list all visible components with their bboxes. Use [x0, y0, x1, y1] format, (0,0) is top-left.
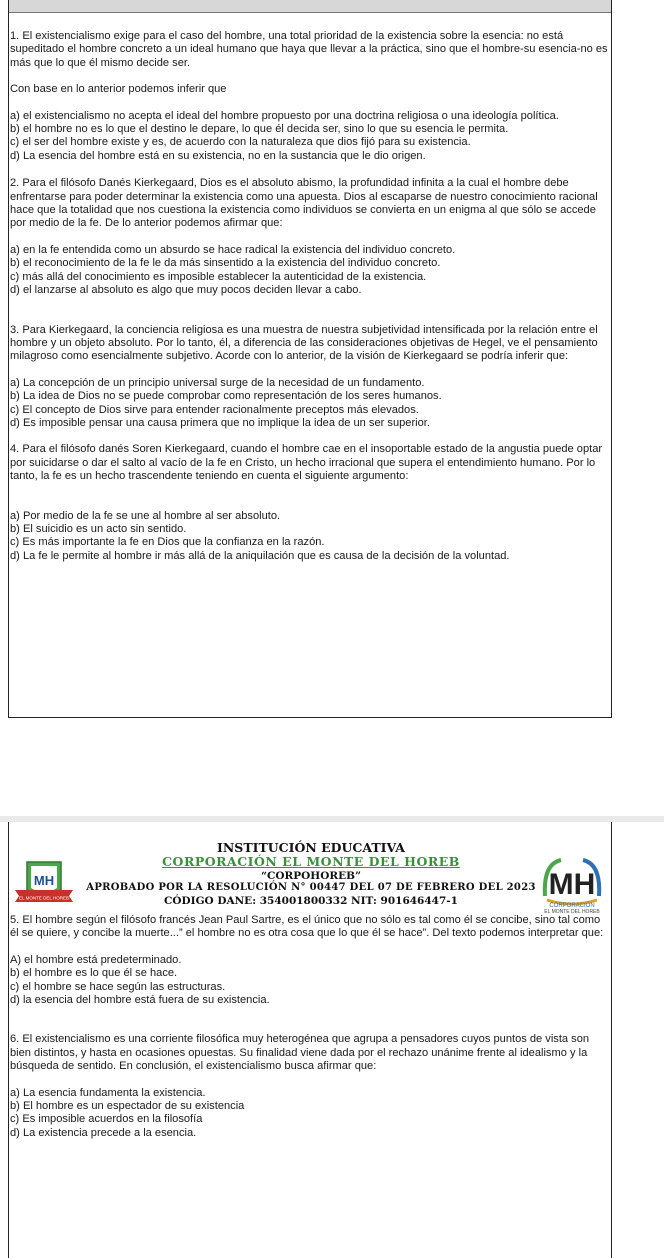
question-3-option-b: b) La idea de Dios no se puede comprobar como representación de los seres humanos. — [10, 390, 442, 403]
question-2-text: 2. Para el filósofo Danés Kierkegaard, Dios es el absoluto abismo, la profundidad infinita a la cual el hombre debe enfrentarse para poder determinar la existencia como una apuesta. Dios al escaparse de nuestro conocimiento racional hace que la totalidad que nos cuestiona la existencia como individuos se convierta en un enigma al que sólo se accede por medio de la fe. De lo anterior podemos afirmar que: — [10, 177, 598, 230]
question-4-option-c: c) Es más importante la fe en Dios que la confianza en la razón. — [10, 536, 325, 549]
question-5-option-b: b) el hombre es lo que él se hace. — [10, 967, 178, 980]
question-6-option-b: b) El hombre es un espectador de su existencia — [10, 1100, 245, 1113]
question-6-text: 6. El existencialismo es una corriente filosófica muy heterogénea que agrupa a pensadores cuyos puntos de vista son bien distintos, y hasta en ocasiones opuestas. Su finalidad viene dada por el rechazo unánime frente al idealismo y la búsqueda de sentido. En conclusión, el existencialismo busca afirmar que: — [10, 1033, 590, 1073]
question-6-option-d: d) La existencia precede a la esencia. — [10, 1126, 197, 1139]
question-6-option-a: a) La esencia fundamenta la existencia. — [10, 1086, 206, 1099]
question-5-text: 5. El hombre según el filósofo francés Jean Paul Sartre, es el único que no sólo es tal como él se concibe, sino tal como él se quiere, y concibe la muerte...” el hombre no es otra cosa que lo que él se hace”. Del texto podemos interpretar que: — [10, 914, 604, 940]
header-school-name: CORPORACIÓN EL MONTE DEL HOREB — [162, 854, 460, 869]
logo-right-initials: MH — [548, 868, 596, 901]
question-3-option-a: a) La concepción de un principio universal surge de la necesidad de un fundamento. — [10, 376, 425, 389]
question-4-option-d: d) La fe le permite al hombre ir más allá de la aniquilación que es causa de la decisión de la voluntad. — [10, 549, 510, 562]
question-3-option-c: c) El concepto de Dios sirve para entender racionalmente preceptos más elevados. — [10, 403, 419, 416]
question-1-options — [10, 110, 609, 164]
header-codes: CÓDIGO DANE: 354001800332 NIT: 901646447-1 — [164, 895, 458, 907]
logo-left-ribbon-text: EL MONTE DEL HOREB — [19, 895, 69, 901]
question-5-options — [10, 954, 609, 1008]
question-3-options — [10, 377, 609, 431]
question-4-text: 4. Para el filósofo danés Soren Kierkegaard, cuando el hombre cae en el insoportable estado de la angustia puede optar por suicidarse o dar el salto al vacío de la fe en Cristo, un hecho irracional que supera el entendimiento humano. Por lo tanto, la fe es un hecho trascendente teniendo en cuenta el siguiente argumento: — [10, 443, 603, 483]
question-1-option-a: a) el existencialismo no acepta el ideal del hombre propuesto por una doctrina religiosa o una ideología política. — [10, 109, 559, 122]
question-2-option-c: c) más allá del conocimiento es imposible establecer la autenticidad de la existencia. — [10, 270, 427, 283]
question-3-option-d: d) Es imposible pensar una causa primera que no implique la idea de un ser superior. — [10, 416, 430, 429]
school-header — [9, 836, 611, 912]
page-gap — [0, 750, 664, 822]
question-3-text: 3. Para Kierkegaard, la conciencia religiosa es una muestra de nuestra subjetividad intensificada por la relación entre el hombre y un objeto absoluto. Por lo tanto, él, a diferencia de las consideraciones objetivas de Hegel, ve el pensamiento milagroso como esencialmente subjetivo. Acorde con lo anterior, de la visión de Kierkegaard se podría inferir que: — [10, 323, 598, 363]
question-2-options — [10, 244, 609, 298]
header-short-name: “CORPOHOREB” — [260, 870, 362, 882]
page-1-content — [10, 30, 609, 563]
header-resolution: APROBADO POR LA RESOLUCIÓN N° 00447 DEL 07 DE FEBRERO DEL 2023 — [86, 882, 536, 893]
worksheet-page-2 — [8, 822, 612, 1258]
question-2-option-b: b) el reconocimiento de la fe le da más sinsentido a la existencia del individuo concreto. — [10, 257, 441, 270]
question-4-options — [10, 510, 609, 564]
page-top-bar — [9, 0, 611, 13]
logo-left-initials: MH — [33, 873, 55, 888]
question-1-prompt: Con base en lo anterior podemos inferir que — [10, 83, 227, 96]
question-5-option-d: d) la esencia del hombre está fuera de su existencia. — [10, 994, 270, 1007]
question-4-option-b: b) El suicidio es un acto sin sentido. — [10, 522, 187, 535]
question-1-option-b: b) el hombre no es lo que el destino le depare, lo que él decida ser, sino lo que su esencia le permita. — [10, 123, 509, 136]
question-6-option-c: c) Es imposible acuerdos en la filosofía — [10, 1113, 203, 1126]
question-2-option-a: a) en la fe entendida como un absurdo se hace radical la existencia del individuo concreto. — [10, 243, 456, 256]
question-5-option-a: A) el hombre está predeterminado. — [10, 953, 182, 966]
logo-right-sub2: EL MONTE DEL HOREB — [544, 909, 600, 914]
question-4-option-a: a) Por medio de la fe se une al hombre al ser absoluto. — [10, 509, 281, 522]
question-1-option-d: d) La esencia del hombre está en su existencia, no en la sustancia que le dio origen. — [10, 149, 426, 162]
header-institution: INSTITUCIÓN EDUCATIVA — [217, 840, 405, 855]
logo-right-sub1: CORPORACIÓN — [549, 903, 595, 909]
question-2-option-d: d) el lanzarse al absoluto es algo que muy pocos deciden llevar a cabo. — [10, 284, 362, 297]
question-5-option-c: c) el hombre se hace según las estructuras. — [10, 980, 226, 993]
question-1-text: 1. El existencialismo exige para el caso del hombre, una total prioridad de la existencia sobre la esencia: no está supeditado el hombre concreto a un ideal humano que haya que llevar a la práctica, sino que el hombre-su esencia-no es más que lo que él mismo decide ser. — [10, 30, 608, 69]
question-6-options — [10, 1087, 609, 1141]
question-1-option-c: c) el ser del hombre existe y es, de acuerdo con la naturaleza que dios fijó para su existencia. — [10, 136, 471, 149]
page-2-content — [10, 914, 609, 1140]
worksheet-page-1 — [8, 0, 612, 718]
school-logo-right — [539, 856, 605, 914]
